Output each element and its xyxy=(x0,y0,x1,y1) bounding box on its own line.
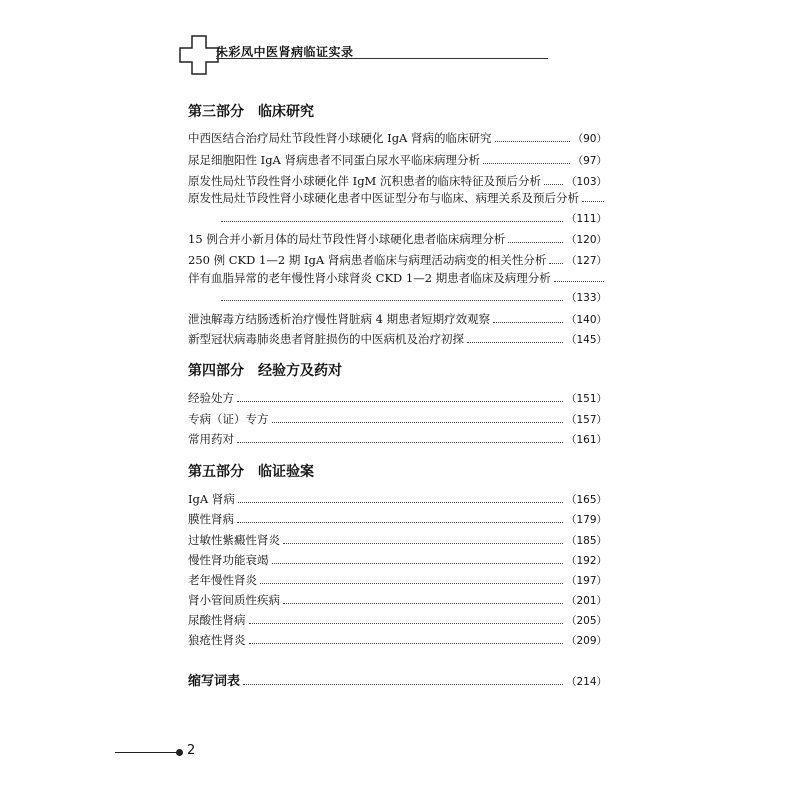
toc-entry[interactable] xyxy=(188,251,607,269)
leader-dots xyxy=(467,341,563,343)
toc-entry-page: （192） xyxy=(565,555,607,567)
toc-entry-page: （145） xyxy=(565,334,607,346)
toc-entry[interactable] xyxy=(188,611,607,629)
toc-entry-title: 慢性肾功能衰竭 xyxy=(188,553,269,567)
bullet-dot-icon xyxy=(176,749,183,756)
toc-entry-title: 专病（证）专方 xyxy=(188,412,269,426)
toc-entry-page: （127） xyxy=(565,255,607,267)
toc-entry-title: 泄浊解毒方结肠透析治疗慢性肾脏病 4 期患者短期疗效观察 xyxy=(188,312,491,326)
leader-dots xyxy=(544,183,563,185)
toc-entry-page: （179） xyxy=(565,514,607,526)
section-heading-4: 第四部分 经验方及药对 xyxy=(188,363,342,379)
toc-entry-continuation xyxy=(218,289,607,307)
toc-entry-title: 尿足细胞阳性 IgA 肾病患者不同蛋白尿水平临床病理分析 xyxy=(188,153,481,167)
toc-entry[interactable] xyxy=(188,189,607,207)
toc-entry-page: （151） xyxy=(565,393,607,405)
medical-cross-icon xyxy=(178,34,220,76)
section-heading-3: 第三部分 临床研究 xyxy=(188,104,314,120)
leader-dots xyxy=(483,162,570,164)
toc-entry-title: 膜性肾病 xyxy=(188,512,234,526)
leader-dots xyxy=(237,400,563,402)
toc-entry[interactable] xyxy=(188,330,607,348)
toc-entry-page: （214） xyxy=(565,676,607,688)
toc-entry[interactable] xyxy=(188,230,607,248)
toc-entry-page: （103） xyxy=(565,176,607,188)
toc-entry-page: （90） xyxy=(572,133,607,145)
toc-entry[interactable] xyxy=(188,510,607,528)
leader-dots xyxy=(237,521,563,523)
leader-dots xyxy=(493,321,563,323)
leader-dots xyxy=(260,582,563,584)
toc-entry[interactable] xyxy=(188,571,607,589)
toc-entry-page: （133） xyxy=(565,292,607,304)
toc-entry[interactable] xyxy=(188,531,607,549)
leader-dots xyxy=(249,622,563,624)
toc-entry-page: （157） xyxy=(565,414,607,426)
toc-entry-title: 伴有血脂异常的老年慢性肾小球肾炎 CKD 1—2 期患者临床及病理分析 xyxy=(188,271,551,285)
page-number: 2 xyxy=(187,743,196,758)
leader-dots xyxy=(221,220,563,222)
leader-dots xyxy=(249,642,563,644)
footer-rule xyxy=(115,752,177,753)
toc-entry-abbreviations[interactable] xyxy=(188,673,607,691)
leader-dots xyxy=(495,140,570,142)
toc-entry-title: 老年慢性肾炎 xyxy=(188,573,257,587)
toc-entry-page: （197） xyxy=(565,575,607,587)
toc-entry[interactable] xyxy=(188,129,607,147)
toc-entry[interactable] xyxy=(188,410,607,428)
toc-entry-page: （120） xyxy=(565,234,607,246)
toc-entry-page: （140） xyxy=(565,314,607,326)
toc-entry-page: （97） xyxy=(572,155,607,167)
leader-dots xyxy=(272,421,563,423)
toc-entry-title: 过敏性紫癜性肾炎 xyxy=(188,533,280,547)
toc-entry-page: （209） xyxy=(565,635,607,647)
toc-entry-title: 15 例合并小新月体的局灶节段性肾小球硬化患者临床病理分析 xyxy=(188,232,506,246)
section-heading-5: 第五部分 临证验案 xyxy=(188,464,314,480)
leader-dots xyxy=(238,501,563,503)
toc-entry-page: （111） xyxy=(565,213,607,225)
toc-entry-title: IgA 肾病 xyxy=(188,492,235,506)
toc-entry-title: 原发性局灶节段性肾小球硬化患者中医证型分布与临床、病理关系及预后分析 xyxy=(188,191,579,205)
toc-entry-page: （205） xyxy=(565,615,607,627)
leader-dots xyxy=(237,441,563,443)
toc-entry-title: 肾小管间质性疾病 xyxy=(188,593,280,607)
toc-entry-title: 缩写词表 xyxy=(188,674,241,689)
toc-entry[interactable] xyxy=(188,551,607,569)
leader-dots xyxy=(283,542,563,544)
toc-entry[interactable] xyxy=(188,310,607,328)
toc-entry-title: 狼疮性肾炎 xyxy=(188,633,246,647)
toc-entry-title: 常用药对 xyxy=(188,432,234,446)
leader-dots xyxy=(221,299,563,301)
toc-entry[interactable] xyxy=(188,389,607,407)
toc-entry-title: 中西医结合治疗局灶节段性肾小球硬化 IgA 肾病的临床研究 xyxy=(188,131,492,145)
leader-dots xyxy=(582,200,604,202)
toc-entry-continuation xyxy=(218,210,607,228)
toc-entry-title: 新型冠状病毒肺炎患者肾脏损伤的中医病机及治疗初探 xyxy=(188,332,464,346)
toc-entry-page: （201） xyxy=(565,595,607,607)
toc-entry[interactable] xyxy=(188,490,607,508)
book-title: 朱彩凤中医肾病临证实录 xyxy=(216,45,354,59)
leader-dots xyxy=(554,280,604,282)
leader-dots xyxy=(549,262,563,264)
toc-entry[interactable] xyxy=(188,591,607,609)
toc-entry[interactable] xyxy=(188,631,607,649)
toc-entry-page: （161） xyxy=(565,434,607,446)
toc-entry[interactable] xyxy=(188,151,607,169)
toc-entry-title: 250 例 CKD 1—2 期 IgA 肾病患者临床与病理活动病变的相关性分析 xyxy=(188,253,547,267)
running-header xyxy=(178,34,548,76)
toc-entry-title: 尿酸性肾病 xyxy=(188,613,246,627)
toc-entry-title: 原发性局灶节段性肾小球硬化伴 IgM 沉积患者的临床特征及预后分析 xyxy=(188,174,541,188)
toc-entry-title: 经验处方 xyxy=(188,391,234,405)
toc-entry[interactable] xyxy=(188,172,607,190)
leader-dots xyxy=(283,602,563,604)
leader-dots xyxy=(272,562,563,564)
toc-entry[interactable] xyxy=(188,269,607,287)
toc-entry-page: （165） xyxy=(565,494,607,506)
toc-entry[interactable] xyxy=(188,430,607,448)
leader-dots xyxy=(508,241,563,243)
toc-entry-page: （185） xyxy=(565,535,607,547)
leader-dots xyxy=(243,683,563,685)
